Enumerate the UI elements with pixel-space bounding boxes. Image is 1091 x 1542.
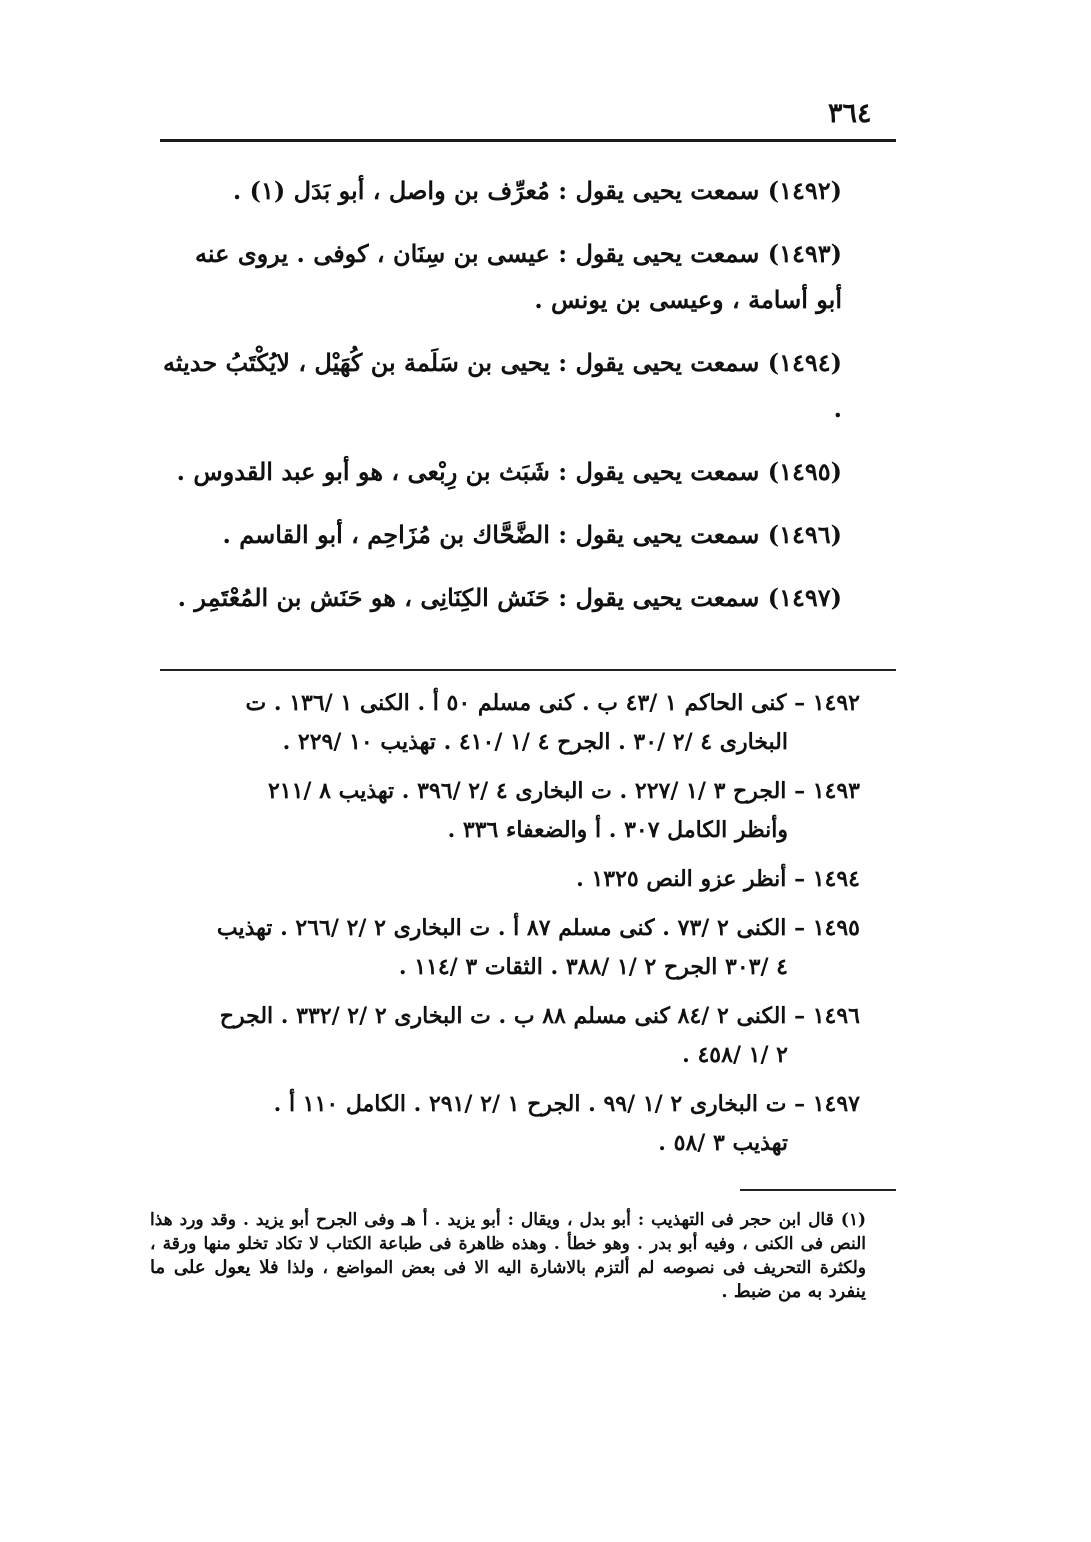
main-text (162, 168, 894, 638)
footnote-divider (740, 1189, 896, 1191)
reference-line: ١٤٩٢ – كنى الحاكم ١ /٤٣ ب . كنى مسلم ٥٠ أ . الكنى ١ /١٣٦ . ت (245, 690, 860, 716)
reference-1497 (162, 1085, 882, 1163)
reference-line: ١٤٩٤ – أنظر عزو النص ١٣٢٥ . (576, 866, 860, 892)
reference-line-continued: ٤ /٣٠٣ الجرح ٢ /١ /٣٨٨ . الثقات ٣ /١١٤ . (398, 954, 788, 980)
reference-line: ١٤٩٦ – الكنى ٢ /٨٤ كنى مسلم ٨٨ ب . ت البخارى ٢ /٢ /٣٣٢ . الجرح (219, 1003, 860, 1029)
reference-line: ١٤٩٣ – الجرح ٣ /١ /٢٢٧ . ت البخارى ٤ /٢ /٣٩٦ . تهذيب ٨ /٢١١ (267, 778, 860, 804)
reference-line: ١٤٩٥ – الكنى ٢ /٧٣ . كنى مسلم ٨٧ أ . ت البخارى ٢ /٢ /٢٦٦ . تهذيب (216, 915, 860, 941)
reference-line-continued: تهذيب ٣ /٥٨ . (658, 1130, 788, 1156)
entry-1495: (١٤٩٥) سمعت يحيى يقول : شَبَث بن رِبْعى ، هو أبو عبد القدوس . (176, 457, 842, 486)
reference-line: ١٤٩٧ – ت البخارى ٢ /١ /٩٩ . الجرح ١ /٢ /٢٩١ . الكامل ١١٠ أ . (273, 1091, 860, 1117)
entry-1493: (١٤٩٣) سمعت يحيى يقول : عيسى بن سِنَان ، كوفى . يروى عنه أبو أسامة ، وعيسى بن يونس . (195, 239, 842, 314)
reference-1496 (162, 997, 882, 1075)
footnote-text: (١) قال ابن حجر فى التهذيب : أبو بدل ، ويقال : أبو يزيد . أ هـ وفى الجرح أبو يزيد . وقد ورد هذا النص فى الكنى ، وفيه أبو بدر . وهو خطأ . وهذه ظاهرة فى طباعة الكتاب لا تكاد تخلو منها ورقة ، ولكثرة التحريف فى نصوصه لم ألتزم بالاشارة اليه الا فى بعض المواضع ، ولذا (150, 1210, 867, 1278)
entry-1496: (١٤٩٦) سمعت يحيى يقول : الضَّحَّاك بن مُزَاحِم ، أبو القاسم . (222, 520, 842, 549)
reference-line-continued: البخارى ٤ /٢ /٣٠ . الجرح ٤ /١ /٤١٠ . تهذيب ١٠ /٢٢٩ . (282, 729, 788, 755)
references (162, 684, 882, 1173)
references-divider (160, 669, 896, 671)
reference-1493 (162, 772, 882, 850)
reference-line-continued: ٢ /١ /٤٥٨ . (682, 1042, 788, 1068)
entry-1497: (١٤٩٧) سمعت يحيى يقول : حَنَش الكِنَانِى ، هو حَنَش بن المُعْتَمِر . (177, 583, 842, 612)
footnote (150, 1208, 866, 1304)
reference-1495 (162, 909, 882, 987)
footnote-emphasis: فلا يعول على ما ينفرد به من ضبط . (150, 1257, 866, 1302)
entry-1492: (١٤٩٢) سمعت يحيى يقول : مُعرِّف بن واصل ، أبو بَدَل (١) . (232, 176, 842, 205)
reference-line-continued: وأنظر الكامل ٣٠٧ . أ والضعفاء ٣٣٦ . (447, 817, 788, 843)
page-number: ٣٦٤ (828, 98, 872, 129)
reference-1492 (162, 684, 882, 762)
reference-1494 (162, 860, 882, 899)
header-rule (160, 139, 896, 142)
entry-1494: (١٤٩٤) سمعت يحيى يقول : يحيى بن سَلَمة بن كُهَيْل ، لايُكْتَبُ حديثه . (162, 348, 842, 423)
